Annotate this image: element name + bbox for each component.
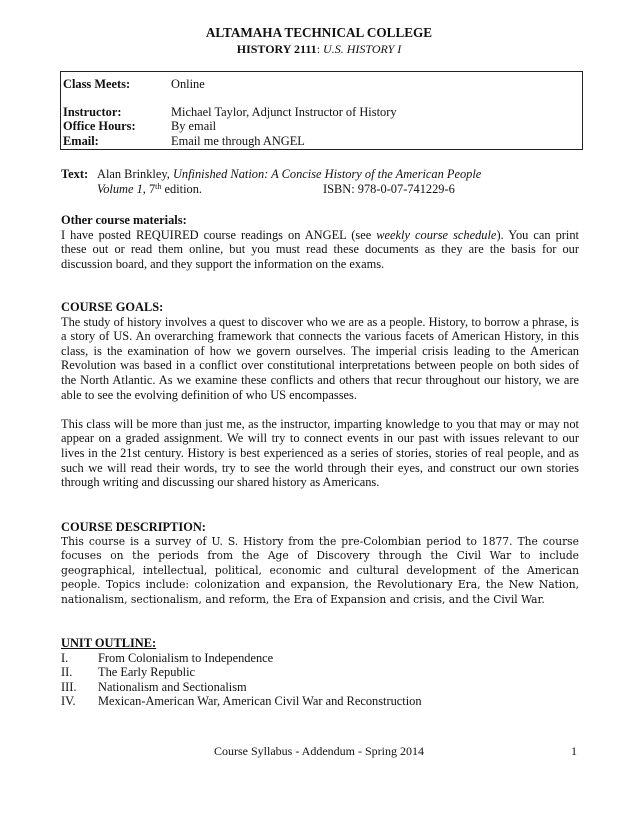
office-hours-row: [63, 119, 582, 134]
edition-word: edition.: [161, 181, 203, 196]
class-meets-value: Online: [171, 77, 205, 91]
unit-item: [61, 694, 579, 709]
class-meets-label: Class Meets:: [63, 77, 131, 91]
textbook-author: Alan Brinkley,: [97, 167, 170, 181]
page-number: 1: [571, 744, 577, 758]
instructor-value: Michael Taylor, Adjunct Instructor of History: [171, 104, 397, 119]
office-hours-label: Office Hours:: [63, 119, 136, 134]
goals-paragraph-2: This class will be more than just me, as the instructor, imparting knowledge to you that may or may not appear on a graded assignment. We will try to connect events in our past with issues relevant to our lives in the 21st century. History is best experienced as a series of stories, stories of real people, and as such we will read their words, try to see the world through their eyes, and construct our own stories through writing and discussing our shared history as Americans.: [61, 416, 579, 490]
materials-section: [61, 213, 579, 271]
course-separator: :: [316, 42, 321, 56]
textbook-isbn: ISBN: 978-0-07-741229-6: [323, 181, 455, 196]
class-meets-row: [63, 77, 582, 92]
unit-number: II.: [61, 665, 73, 680]
materials-text-end: ). You can print these out or read them online, but you must read these documents as they are the basis for our discussion board, and they support the information on the exams.: [61, 227, 579, 271]
textbook-line-1: [61, 167, 581, 182]
unit-title: Nationalism and Sectionalism: [98, 679, 247, 694]
course-code: HISTORY 2111: [236, 42, 317, 56]
unit-title: From Colonialism to Independence: [98, 650, 274, 665]
unit-title: The Early Republic: [98, 665, 196, 680]
course-name: U.S. HISTORY I: [323, 42, 402, 56]
instructor-label: Instructor:: [63, 104, 122, 119]
textbook-volume: Volume 1: [97, 181, 143, 196]
textbook-title: Unfinished Nation: A Concise History of the American People: [172, 167, 482, 181]
textbook-line-2: [61, 182, 581, 197]
unit-number: IV.: [61, 694, 76, 709]
goals-section: [61, 300, 579, 490]
unit-item: [61, 665, 579, 680]
edition-number: , 7: [142, 181, 156, 196]
weekly-schedule-ref: weekly course schedule: [376, 227, 497, 242]
unit-outline-heading: UNIT OUTLINE:: [61, 636, 157, 650]
unit-item: [61, 680, 579, 695]
textbook-label: Text:: [61, 167, 89, 181]
instructor-row: [63, 105, 582, 120]
unit-outline-section: [61, 636, 579, 709]
description-section: [61, 520, 579, 608]
unit-title: Mexican-American War, American Civil War and Reconstruction: [98, 694, 422, 709]
goals-paragraph-1: The study of history involves a quest to discover who we are as a people. History, to borrow a phrase, is a story of US. An overarching framework that connects the various facets of American History, in this class, is the examination of how we govern ourselves. The imperial crisis leading to the American Revolution was based in a conflict over constitutional interpretations between people on both sides of the North Atlantic. As we examine these conflicts and others that recur throughout our history, we are able to see the evolving definition of who US encompasses.: [61, 314, 579, 402]
email-row: [63, 134, 582, 149]
email-label: Email:: [63, 133, 99, 148]
unit-item: [61, 651, 579, 666]
description-text: This course is a survey of U. S. History from the pre-Colombian period to 1877. The course focuses on the periods from the Age of Discovery through the Civil War to include geographical, intellectual, political, economic and cultural development of the American people. Topics include: colonization and expansion, the Revolutionary Era, the New Nation, nationalism, sectionalism, and reform, the Era of Expansion and crisis, and the Civil War.: [61, 534, 579, 606]
textbook-section: [61, 167, 581, 196]
class-info-box: [60, 71, 583, 150]
materials-text-start: I have posted REQUIRED course readings on ANGEL (see: [61, 227, 377, 242]
unit-number: I.: [61, 650, 69, 665]
course-title: [0, 42, 638, 57]
goals-heading: COURSE GOALS:: [61, 300, 164, 314]
materials-text: [61, 228, 579, 272]
email-value: Email me through ANGEL: [171, 133, 305, 148]
description-heading: COURSE DESCRIPTION:: [61, 520, 206, 534]
office-hours-value: By email: [171, 119, 217, 134]
edition-suffix: th: [155, 181, 162, 191]
college-title: ALTAMAHA TECHNICAL COLLEGE: [205, 25, 433, 40]
materials-heading: Other course materials:: [61, 213, 187, 227]
footer-text: Course Syllabus - Addendum - Spring 2014: [214, 744, 424, 758]
textbook-edition: [97, 182, 323, 197]
unit-number: III.: [61, 679, 77, 694]
